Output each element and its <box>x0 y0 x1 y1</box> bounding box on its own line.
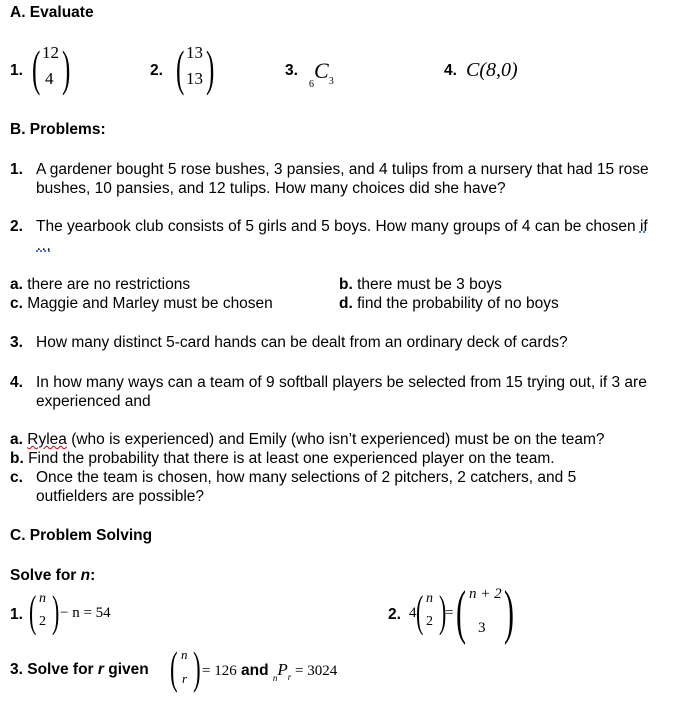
b1-number: 1. <box>10 161 23 178</box>
b2-text <box>36 217 656 255</box>
b4-part-a <box>10 431 605 449</box>
part-text: there must be 3 boys <box>357 276 502 293</box>
part-text: Find the probability that there is at least one experienced player on the team. <box>28 450 555 467</box>
b2-part-a <box>10 276 190 294</box>
solve-colon: : <box>90 567 96 584</box>
part-text: (who is experienced) and Emily (who isn’t experienced) must be on the team? <box>66 431 605 448</box>
a3-number: 3. <box>285 62 298 79</box>
c1-binomial <box>29 587 63 636</box>
c2-number: 2. <box>388 606 401 623</box>
c3-binomial <box>170 642 204 693</box>
solve-for-text: Solve for <box>10 567 81 584</box>
part-label: b. <box>10 450 24 467</box>
a4-expression <box>466 59 518 82</box>
c1-rest: − n = 54 <box>60 605 111 621</box>
b4-number: 4. <box>10 374 23 391</box>
c1-top: n <box>39 591 46 606</box>
right-paren: ) <box>193 642 201 693</box>
a3-n: 6 <box>309 79 314 90</box>
left-paren: ( <box>456 579 466 645</box>
b4-part-c-label: c. <box>10 469 23 486</box>
part-label: a. <box>10 431 23 448</box>
a2-number: 2. <box>150 62 163 79</box>
a3-combination <box>309 58 334 90</box>
section-b-heading: B. Problems: <box>10 121 106 138</box>
right-paren: ) <box>62 40 71 96</box>
part-label: a. <box>10 276 23 293</box>
b2-part-d <box>339 295 559 313</box>
a1-number: 1. <box>10 62 23 79</box>
left-paren: ( <box>29 587 37 636</box>
c3-r: r <box>287 672 292 682</box>
right-paren: ) <box>206 40 215 96</box>
a3-letter: C <box>314 58 329 83</box>
part-name: Rylea <box>27 431 67 448</box>
part-label: d. <box>339 295 353 312</box>
c1-number: 1. <box>10 606 23 623</box>
c2-top2: n + 2 <box>469 586 502 602</box>
c3-text-a: Solve for <box>27 661 98 678</box>
part-label: b. <box>339 276 353 293</box>
c3-and: and <box>236 662 273 679</box>
c3-value: = 3024 <box>291 663 338 679</box>
right-paren: ) <box>439 587 447 636</box>
c1-bottom: 2 <box>39 614 46 629</box>
part-text: find the probability of no boys <box>357 295 559 312</box>
b3-text: How many distinct 5-card hands can be dealt from an ordinary deck of cards? <box>36 334 568 351</box>
section-a-heading: A. Evaluate <box>10 4 94 21</box>
c3-n: n <box>272 673 278 683</box>
c2-bottom2: 3 <box>478 620 486 636</box>
right-paren: ) <box>52 587 60 636</box>
b4-part-c-text: Once the team is chosen, how many selections of 2 pitchers, 2 catchers, and 5 outfielders are possible? <box>36 469 577 505</box>
c2-binomial-right <box>456 579 516 645</box>
solve-for-label <box>10 567 95 585</box>
b2-number: 2. <box>10 218 23 235</box>
c3-letter: P <box>277 660 288 679</box>
a2-bottom: 13 <box>186 69 203 88</box>
c3-bottom: r <box>182 671 188 686</box>
section-c-heading: C. Problem Solving <box>10 527 153 544</box>
part-text: Maggie and Marley must be chosen <box>27 295 273 312</box>
c3-var: r <box>97 661 104 678</box>
b2-text-main: The yearbook club consists of 5 girls and 5 boys. How many groups of 4 can be chosen <box>36 218 640 235</box>
c2-top: n <box>426 591 433 606</box>
part-text: there are no restrictions <box>27 276 191 293</box>
b2-text-if: if … <box>36 218 648 254</box>
c3-rest <box>202 660 338 683</box>
b1-text: A gardener bought 5 rose bushes, 3 pansies, and 4 tulips from a nursery that had 15 rose bushes, 10 pansies, and 12 tulips. How many choices did she have? <box>36 161 649 197</box>
c2-bottom: 2 <box>426 614 433 629</box>
b3-number: 3. <box>10 334 23 351</box>
left-paren: ( <box>416 587 424 636</box>
b2-part-c <box>10 295 273 313</box>
a4-expr: C(8,0) <box>466 59 518 81</box>
left-paren: ( <box>176 40 185 96</box>
right-paren: ) <box>504 579 514 645</box>
a2-top: 13 <box>186 43 203 62</box>
c3-top: n <box>181 647 188 662</box>
a2-binomial <box>176 40 216 96</box>
a1-binomial <box>32 40 72 96</box>
c2-equals: = <box>445 605 454 621</box>
b4-part-b <box>10 450 555 468</box>
solve-var: n <box>80 567 91 584</box>
b4-text: In how many ways can a team of 9 softball players be selected from 15 trying out, if 3 are experienced and <box>36 374 647 410</box>
b2-part-b <box>339 276 502 294</box>
left-paren: ( <box>170 642 178 693</box>
a4-number: 4. <box>444 62 457 79</box>
c3-label <box>10 661 149 679</box>
part-label: c. <box>10 295 23 312</box>
c2-coef: 4 <box>409 605 417 621</box>
c3-eq: = 126 <box>202 663 237 679</box>
left-paren: ( <box>32 40 41 96</box>
a1-bottom: 4 <box>45 69 54 88</box>
a3-r: 3 <box>328 76 334 87</box>
a1-top: 12 <box>42 43 59 62</box>
c3-text-b: given <box>103 661 149 678</box>
c3-number: 3. <box>10 661 23 678</box>
